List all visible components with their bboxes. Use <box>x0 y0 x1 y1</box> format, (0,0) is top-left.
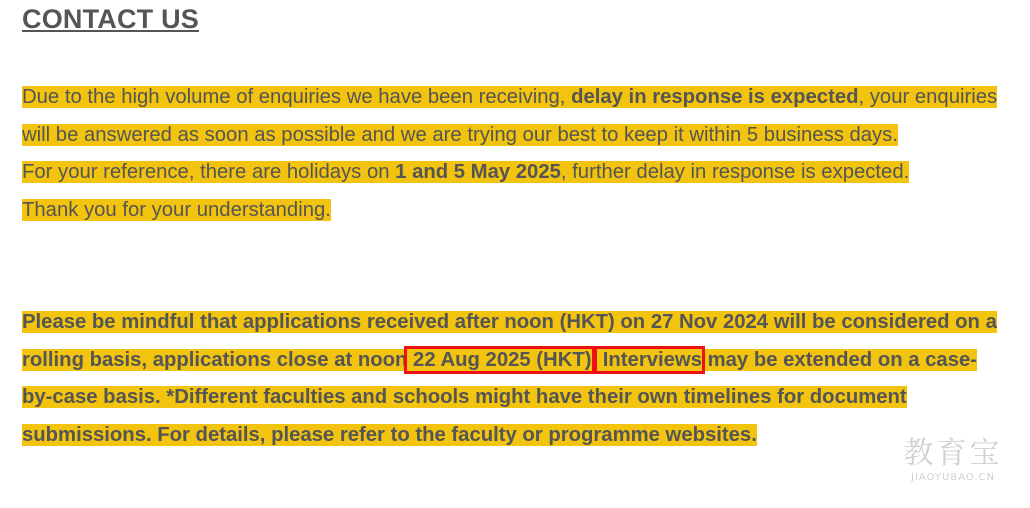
notice-text-1c: , your enquiries will be answered as soon as possible and we are trying our best to keep it within 5 business days. <box>22 86 998 146</box>
page-title: CONTACT US <box>22 4 199 34</box>
notice-text-2a: For your reference, there are holidays on <box>22 161 396 183</box>
deadline-separator: . <box>591 348 598 371</box>
watermark-en: JIAOYUBAO.CN <box>911 472 995 483</box>
deadline-text-1: Please be mindful that applications received after noon (HKT) on 27 Nov 2024 will be considered on a rolling basis, applications close at noon <box>22 311 997 371</box>
deadline-date-annotated: 22 Aug 2025 (HKT) <box>407 348 592 371</box>
watermark-cn: 教育宝 <box>903 436 1003 471</box>
notice-block <box>22 79 1007 229</box>
interviews-annotated: Interviews <box>597 348 702 371</box>
notice-thanks: Thank you for your understanding. <box>22 198 331 221</box>
notice-holiday-dates: 1 and 5 May 2025 <box>395 161 561 183</box>
notice-text-2c: , further delay in response is expected. <box>560 161 910 183</box>
watermark-logo <box>894 436 1012 484</box>
deadline-text-2: may be extended on a case-by-case basis. *Different faculties and schools might have their own timelines for document submissions. For details, please refer to the faculty or programme websites. <box>22 348 978 446</box>
notice-delay-emphasis: delay in response is expected <box>571 86 859 108</box>
notice-text-1a: Due to the high volume of enquiries we have been receiving, <box>22 86 572 108</box>
deadline-block <box>22 304 1007 454</box>
